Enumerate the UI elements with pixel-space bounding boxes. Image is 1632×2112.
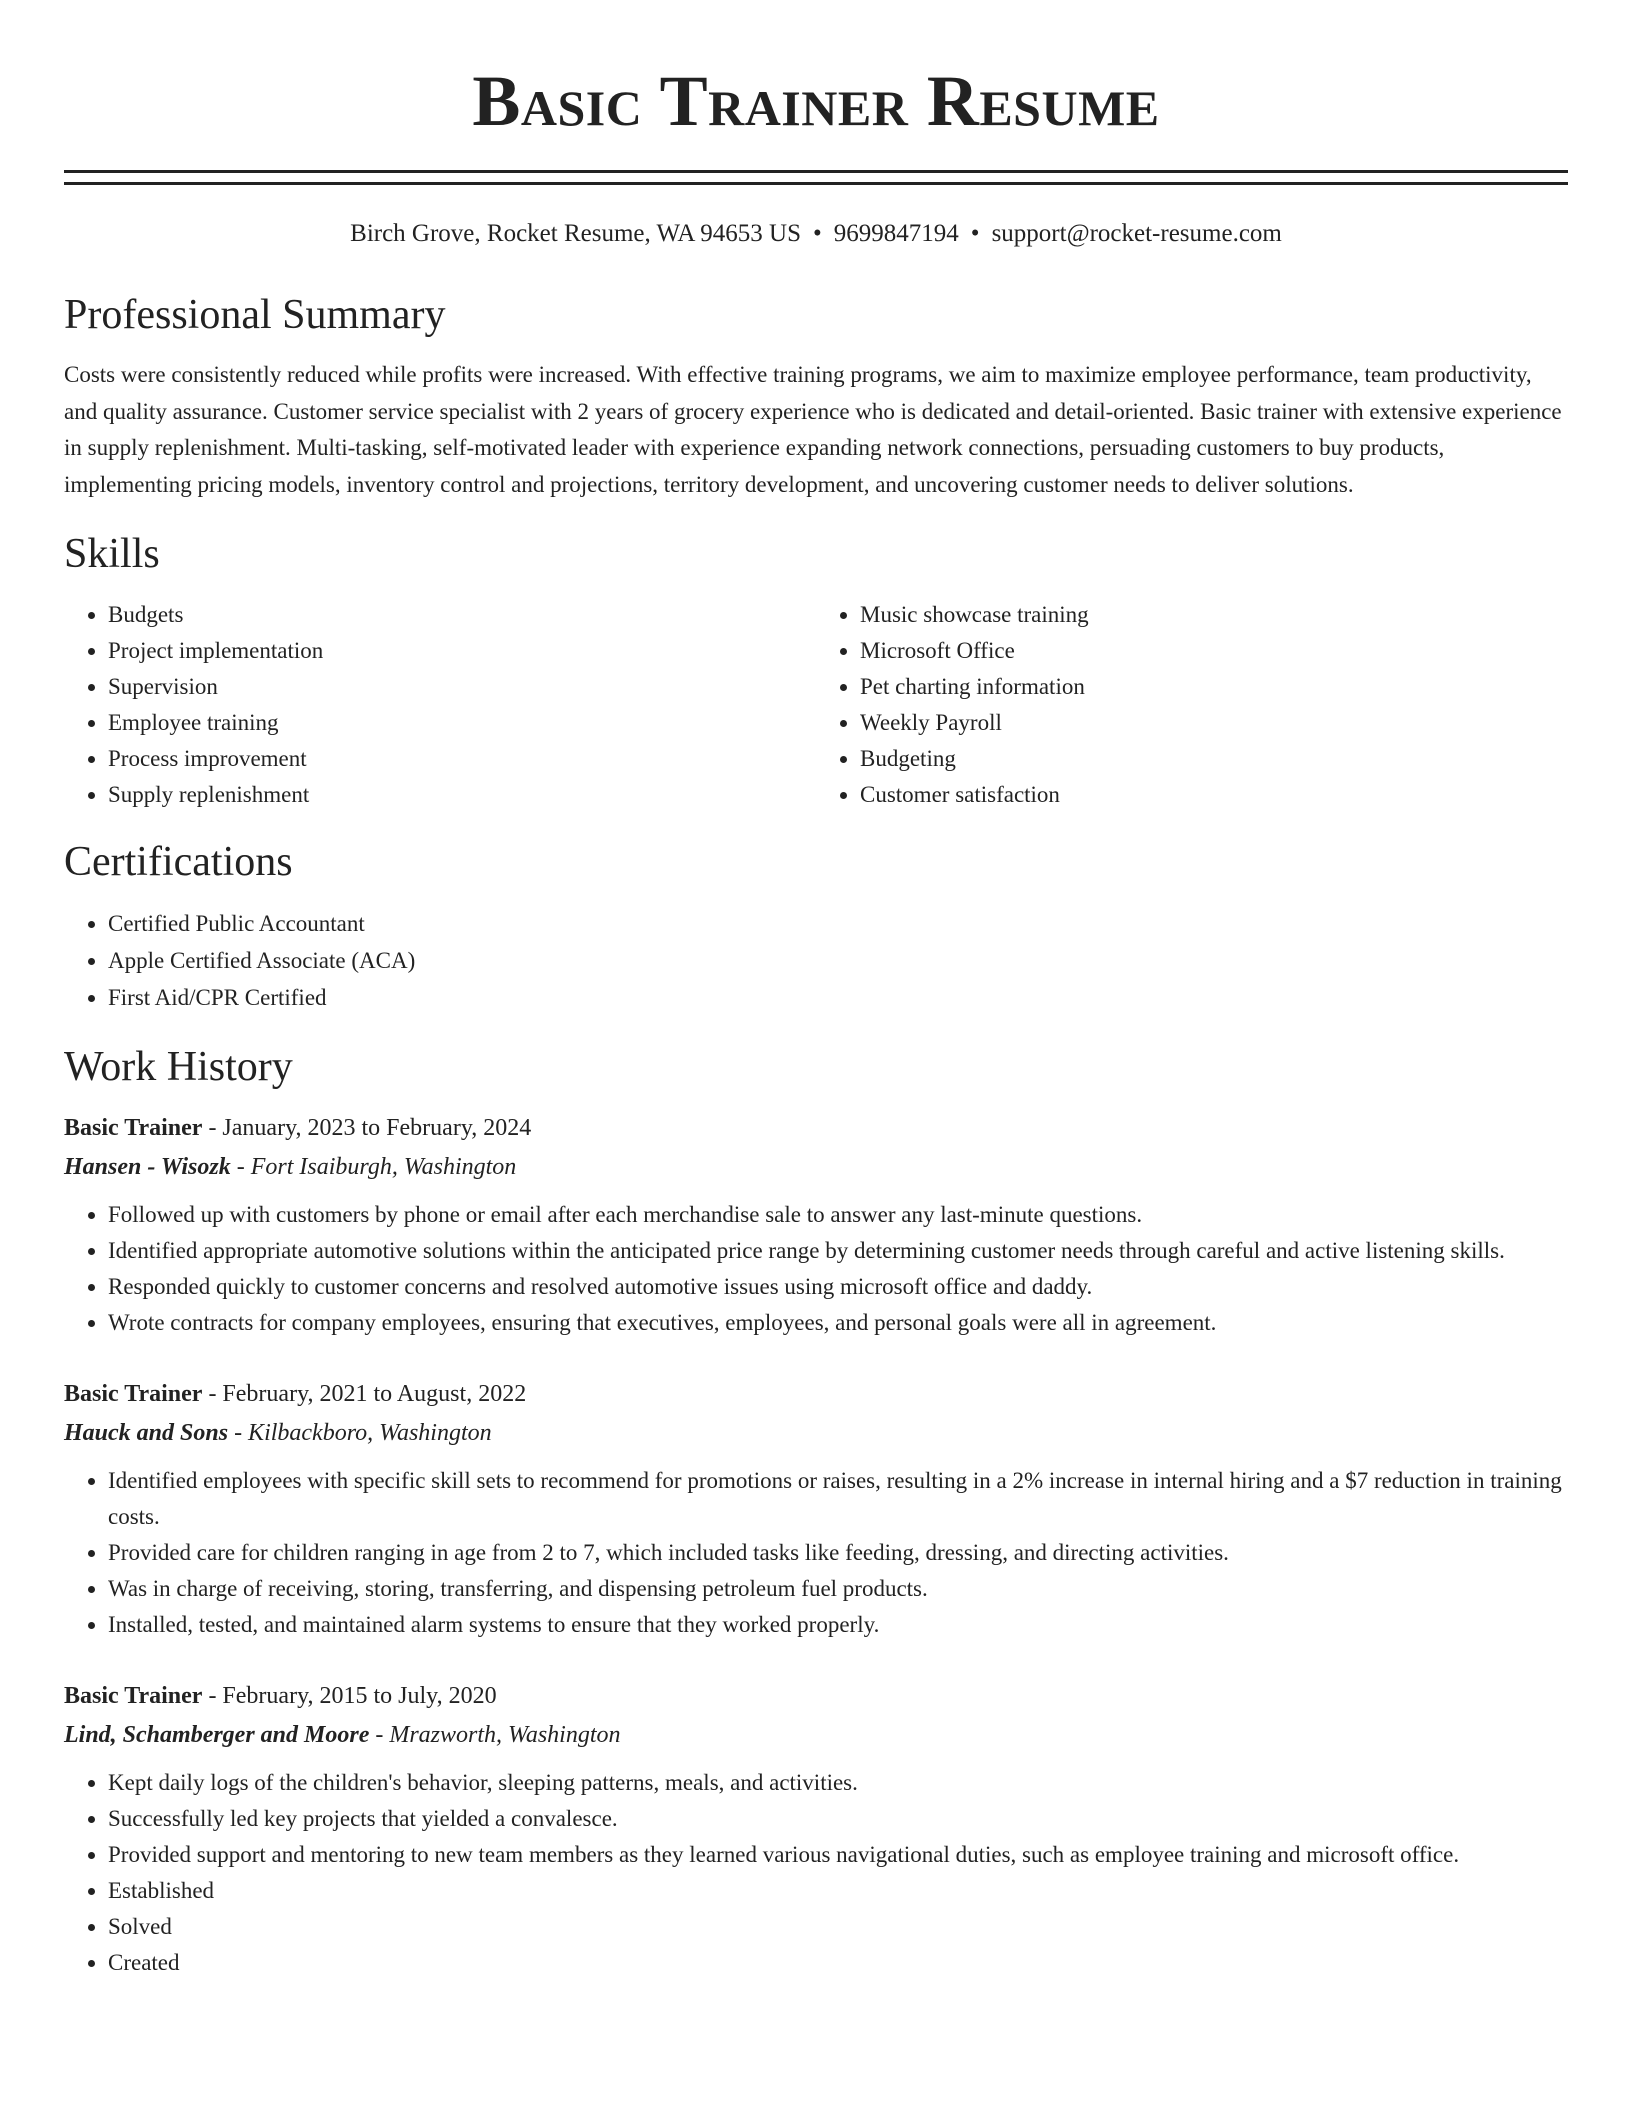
skill-item: • Employee training <box>108 705 816 741</box>
job-bullet: • Identified appropriate automotive solutions within the anticipated price range by determining customer needs through careful and active listening skills. <box>108 1233 1568 1269</box>
job-bullet: • Identified employees with specific skill sets to recommend for promotions or raises, resulting in a 2% increase in internal hiring and a $7 reduction in training costs. <box>108 1463 1568 1535</box>
skill-item: • Microsoft Office <box>860 633 1568 669</box>
job-title: Basic Trainer <box>64 1381 203 1407</box>
job-company: Hauck and Sons <box>64 1420 229 1446</box>
certifications-list <box>64 905 1568 1016</box>
job-title: Basic Trainer <box>64 1115 203 1141</box>
job-header <box>64 1109 1568 1147</box>
job-location: - Mrazworth, Washington <box>369 1722 621 1748</box>
job-location: - Fort Isaiburgh, Washington <box>230 1154 517 1180</box>
job-dates: - February, 2021 to August, 2022 <box>202 1381 527 1407</box>
job-header <box>64 1375 1568 1413</box>
certification-item: • Certified Public Accountant <box>108 905 1568 942</box>
job-employer <box>64 1413 1568 1453</box>
job-bullets <box>64 1463 1568 1643</box>
skill-item: • Weekly Payroll <box>860 705 1568 741</box>
skills-list-right <box>816 597 1568 813</box>
job-bullets <box>64 1197 1568 1341</box>
contact-address: Birch Grove, Rocket Resume, WA 94653 US <box>350 220 802 247</box>
job-location: - Kilbackboro, Washington <box>228 1420 492 1446</box>
job-employer <box>64 1147 1568 1187</box>
job-header <box>64 1677 1568 1715</box>
resume-title: Basic Trainer Resume <box>472 61 1160 141</box>
job-bullet: • Kept daily logs of the children's behavior, sleeping patterns, meals, and activities. <box>108 1765 1568 1801</box>
certification-item: • Apple Certified Associate (ACA) <box>108 942 1568 979</box>
job-bullet: • Was in charge of receiving, storing, transferring, and dispensing petroleum fuel products. <box>108 1571 1568 1607</box>
summary-text: Costs were consistently reduced while profits were increased. With effective training programs, we aim to maximize employee performance, team productivity, and quality assurance. Customer service specialist with 2 years of grocery experience who is dedicated and detail-oriented. Basic trainer with extensive experience in supply replenishment. Multi-tasking, self-motivated leader with experience expanding network connections, persuading customers to buy products, implementing pricing models, inventory control and projections, territory development, and uncovering customer needs to deliver solutions. <box>64 362 1562 497</box>
skill-item: • Pet charting information <box>860 669 1568 705</box>
summary-section <box>64 290 1568 503</box>
skills-list-left <box>64 597 816 813</box>
skill-item: • Budgets <box>108 597 816 633</box>
job-entry <box>64 1109 1568 1341</box>
skills-heading: Skills <box>64 531 160 577</box>
job-title: Basic Trainer <box>64 1683 203 1709</box>
job-bullet: • Provided support and mentoring to new team members as they learned various navigational duties, such as employee training and microsoft office. <box>108 1837 1568 1873</box>
job-bullet: • Established <box>108 1873 1568 1909</box>
job-bullet: • Created <box>108 1945 1568 1981</box>
skill-item: • Customer satisfaction <box>860 777 1568 813</box>
contact-separator: • <box>813 220 822 247</box>
job-bullet: • Responded quickly to customer concerns and resolved automotive issues using microsoft office and daddy. <box>108 1269 1568 1305</box>
work-history-section <box>64 1042 1568 1981</box>
job-bullet: • Successfully led key projects that yielded a convalesce. <box>108 1801 1568 1837</box>
contact-email: support@rocket-resume.com <box>991 220 1282 247</box>
job-entry <box>64 1677 1568 1981</box>
skills-column-right <box>816 597 1568 813</box>
job-bullet: • Provided care for children ranging in age from 2 to 7, which included tasks like feeding, dressing, and directing activities. <box>108 1535 1568 1571</box>
contact-line <box>64 218 1568 250</box>
title-divider <box>64 170 1568 185</box>
skills-column-left <box>64 597 816 813</box>
job-company: Lind, Schamberger and Moore <box>64 1722 370 1748</box>
job-bullet: • Solved <box>108 1909 1568 1945</box>
certification-item: • First Aid/CPR Certified <box>108 979 1568 1016</box>
skill-item: • Project implementation <box>108 633 816 669</box>
summary-heading: Professional Summary <box>64 292 446 338</box>
job-bullet: • Followed up with customers by phone or email after each merchandise sale to answer any last-minute questions. <box>108 1197 1568 1233</box>
skills-section <box>64 529 1568 813</box>
contact-separator: • <box>970 220 980 247</box>
job-dates: - February, 2015 to July, 2020 <box>202 1683 497 1709</box>
skill-item: • Process improvement <box>108 741 816 777</box>
contact-phone: 9699847194 <box>833 220 959 247</box>
job-employer <box>64 1715 1568 1755</box>
skill-item: • Supply replenishment <box>108 777 816 813</box>
skill-item: • Budgeting <box>860 741 1568 777</box>
job-company: Hansen - Wisozk <box>64 1154 231 1180</box>
skill-item: • Supervision <box>108 669 816 705</box>
skill-item: • Music showcase training <box>860 597 1568 633</box>
job-bullets <box>64 1765 1568 1981</box>
job-dates: - January, 2023 to February, 2024 <box>202 1115 532 1141</box>
skills-columns <box>64 597 1568 813</box>
certifications-heading: Certifications <box>64 839 293 885</box>
certifications-section <box>64 837 1568 1016</box>
job-bullet: • Wrote contracts for company employees, ensuring that executives, employees, and personal goals were all in agreement. <box>108 1305 1568 1341</box>
work-history-heading: Work History <box>64 1044 293 1090</box>
job-bullet: • Installed, tested, and maintained alarm systems to ensure that they worked properly. <box>108 1607 1568 1643</box>
job-entry <box>64 1375 1568 1643</box>
